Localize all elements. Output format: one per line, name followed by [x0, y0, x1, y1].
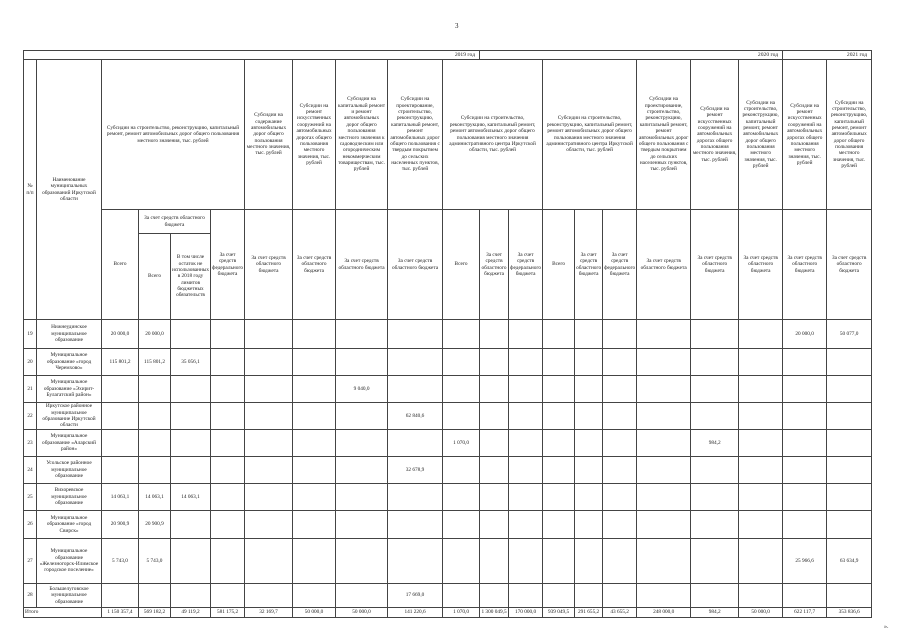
- table-row: [24, 584, 872, 608]
- value-cell-c10: [480, 484, 509, 511]
- value-cell-c3: [171, 430, 211, 457]
- value-cell-c14: [603, 403, 637, 430]
- value-cell-c3: 35 056,1: [171, 349, 211, 376]
- value-cell-c4: [211, 430, 245, 457]
- value-cell-c7: [336, 511, 388, 539]
- value-cell-c13: [575, 584, 603, 608]
- row-number: 20: [24, 349, 37, 376]
- value-cell-c3: [171, 584, 211, 608]
- value-cell-c7: 9 040,0: [336, 376, 388, 403]
- value-cell-c6: [293, 349, 336, 376]
- value-cell-c21: [739, 511, 783, 539]
- c3-header: В том числе остаток не использованных в 2018 году лимитов бюджетных обязательств: [171, 234, 211, 320]
- value-cell-c1: 115 801,2: [102, 349, 139, 376]
- value-cell-c5: [245, 511, 293, 539]
- g2019-b-header: Субсидии на содержание автомобильных дорог общего пользования местного значения, тыс. рублей: [245, 60, 293, 210]
- value-cell-c1: 1 150 357,4: [102, 608, 139, 618]
- value-cell-c6: [293, 320, 336, 349]
- value-cell-c11: [509, 376, 543, 403]
- value-cell-c9: [443, 457, 480, 484]
- c1-header: Всего: [102, 210, 139, 320]
- value-cell-c9: [443, 349, 480, 376]
- row-number: 28: [24, 584, 37, 608]
- value-cell-c14: [603, 457, 637, 484]
- value-cell-c10: 1 300 049,5: [480, 608, 509, 618]
- value-cell-c15: [637, 584, 691, 608]
- value-cell-c15: 248 000,0: [637, 608, 691, 618]
- value-cell-c20: [691, 539, 739, 584]
- row-number: 23: [24, 430, 37, 457]
- value-cell-c14: [603, 349, 637, 376]
- row-number: 25: [24, 484, 37, 511]
- value-cell-c1: [102, 430, 139, 457]
- value-cell-c3: [171, 376, 211, 403]
- g2020-a-header: Субсидии на строительство, реконструкцию, капитальный ремонт, ремонт автомобильных дорог общего пользования местного значения административного центра Иркутской области, тыс. рублей: [543, 60, 637, 210]
- total-label: Итого: [24, 608, 102, 618]
- row-number: 19: [24, 320, 37, 349]
- value-cell-c14: 43 655,2: [603, 608, 637, 618]
- value-cell-c7: [336, 320, 388, 349]
- value-cell-c14: [603, 320, 637, 349]
- value-cell-c11: [509, 430, 543, 457]
- row-number: 27: [24, 539, 37, 584]
- g2021-a-header: Субсидии на ремонт искусственных сооружений на автомобильных дорогах общего пользования местного значения, тыс. рублей: [783, 60, 827, 210]
- value-cell-c10: [480, 539, 509, 584]
- value-cell-c1: 20 900,9: [102, 511, 139, 539]
- value-cell-c5: 32 169,7: [245, 608, 293, 618]
- value-cell-c20: 984,2: [691, 608, 739, 618]
- value-cell-c13: [575, 457, 603, 484]
- value-cell-c20: [691, 584, 739, 608]
- c18-header: За счет средств областного бюджета: [783, 210, 827, 320]
- value-cell-c6: [293, 457, 336, 484]
- value-cell-c2: 569 182,2: [139, 608, 171, 618]
- col-num-header: № п/п: [24, 60, 37, 320]
- value-cell-c5: [245, 403, 293, 430]
- value-cell-c21: [739, 539, 783, 584]
- municipality-name: Нижнеудинское муниципальное образование: [37, 320, 102, 349]
- value-cell-c12: [543, 511, 575, 539]
- value-cell-c8: [388, 539, 443, 584]
- value-cell-c5: [245, 349, 293, 376]
- value-cell-c9: [443, 403, 480, 430]
- value-cell-c13: [575, 376, 603, 403]
- value-cell-c12: [543, 539, 575, 584]
- value-cell-c20: [691, 484, 739, 511]
- value-cell-c15: [637, 457, 691, 484]
- value-cell-c1: 5 743,0: [102, 539, 139, 584]
- value-cell-c25: [827, 403, 872, 430]
- value-cell-c14: [603, 584, 637, 608]
- value-cell-c12: [543, 484, 575, 511]
- value-cell-c3: 49 119,2: [171, 608, 211, 618]
- value-cell-c6: [293, 403, 336, 430]
- value-cell-c13: [575, 349, 603, 376]
- value-cell-c9: 1 070,0: [443, 608, 480, 618]
- value-cell-c3: [171, 539, 211, 584]
- value-cell-c21: [739, 484, 783, 511]
- table-row: [24, 539, 872, 584]
- table-row: [24, 511, 872, 539]
- value-cell-c2: [139, 376, 171, 403]
- value-cell-c1: [102, 457, 139, 484]
- value-cell-c23: [783, 349, 827, 376]
- value-cell-c5: [245, 430, 293, 457]
- value-cell-c8: 62 840,6: [388, 403, 443, 430]
- c14-header: За счет средств федерального бюджета: [603, 210, 637, 320]
- value-cell-c6: [293, 376, 336, 403]
- value-cell-c10: [480, 376, 509, 403]
- value-cell-c10: [480, 349, 509, 376]
- value-cell-c11: [509, 403, 543, 430]
- value-cell-c23: 25 966,6: [783, 539, 827, 584]
- value-cell-c15: [637, 430, 691, 457]
- row-number: 21: [24, 376, 37, 403]
- value-cell-c10: [480, 584, 509, 608]
- value-cell-c20: [691, 320, 739, 349]
- value-cell-c11: [509, 484, 543, 511]
- value-cell-c1: 20 000,0: [102, 320, 139, 349]
- value-cell-c25: [827, 430, 872, 457]
- c9-header: Всего: [443, 210, 480, 320]
- value-cell-c2: 14 063,1: [139, 484, 171, 511]
- value-cell-c4: [211, 320, 245, 349]
- value-cell-c3: [171, 457, 211, 484]
- municipality-name: Иркутское районное муниципальное образование Иркутской области: [37, 403, 102, 430]
- value-cell-c23: [783, 484, 827, 511]
- value-cell-c15: [637, 511, 691, 539]
- value-cell-c12: [543, 403, 575, 430]
- value-cell-c20: [691, 457, 739, 484]
- value-cell-c11: 170 000,0: [509, 608, 543, 618]
- value-cell-c23: 20 000,0: [783, 320, 827, 349]
- value-cell-c13: [575, 320, 603, 349]
- value-cell-c9: [443, 376, 480, 403]
- value-cell-c10: [480, 457, 509, 484]
- value-cell-c25: 63 634,9: [827, 539, 872, 584]
- municipality-name: Усольское районное муниципальное образование: [37, 457, 102, 484]
- value-cell-c12: [543, 584, 575, 608]
- c8-header: За счет средств областного бюджета: [388, 210, 443, 320]
- value-cell-c12: [543, 349, 575, 376]
- c10-header: За счет средств областного бюджета: [480, 210, 509, 320]
- value-cell-c25: [827, 484, 872, 511]
- value-cell-c13: [575, 430, 603, 457]
- value-cell-c4: [211, 403, 245, 430]
- value-cell-c2: [139, 430, 171, 457]
- table-row: [24, 376, 872, 403]
- value-cell-c7: [336, 349, 388, 376]
- year-row: [24, 51, 872, 60]
- value-cell-c23: [783, 584, 827, 608]
- value-cell-c9: [443, 584, 480, 608]
- year-2019: 2019 год: [24, 51, 480, 60]
- value-cell-c21: [739, 349, 783, 376]
- value-cell-c13: 291 655,2: [575, 608, 603, 618]
- value-cell-c2: 115 801,2: [139, 349, 171, 376]
- value-cell-c21: [739, 584, 783, 608]
- value-cell-c4: [211, 457, 245, 484]
- value-cell-c20: [691, 511, 739, 539]
- value-cell-c7: [336, 484, 388, 511]
- value-cell-c2: [139, 457, 171, 484]
- municipality-name: Вихоревское муниципальное образование: [37, 484, 102, 511]
- value-cell-c25: [827, 457, 872, 484]
- value-cell-c20: [691, 376, 739, 403]
- value-cell-c25: 50 077,0: [827, 320, 872, 349]
- value-cell-c10: [480, 403, 509, 430]
- value-cell-c15: [637, 376, 691, 403]
- value-cell-c14: [603, 376, 637, 403]
- value-cell-c8: 32 678,9: [388, 457, 443, 484]
- c13-header: За счет средств областного бюджета: [575, 210, 603, 320]
- value-cell-c6: [293, 511, 336, 539]
- value-cell-c12: 939 049,5: [543, 608, 575, 618]
- table-row: [24, 349, 872, 376]
- value-cell-c20: [691, 403, 739, 430]
- value-cell-c15: [637, 403, 691, 430]
- table-body: [24, 51, 872, 618]
- table-row: [24, 403, 872, 430]
- value-cell-c9: [443, 320, 480, 349]
- value-cell-c10: [480, 430, 509, 457]
- value-cell-c7: [336, 457, 388, 484]
- municipality-name: Большелуговское муниципальное образование: [37, 584, 102, 608]
- value-cell-c23: [783, 511, 827, 539]
- value-cell-c6: [293, 484, 336, 511]
- c16-header: За счет средств областного бюджета: [691, 210, 739, 320]
- municipality-name: Муниципальное образование «Железногорск-Илимское городское поселение»: [37, 539, 102, 584]
- value-cell-c15: [637, 539, 691, 584]
- value-cell-c8: [388, 349, 443, 376]
- value-cell-c6: [293, 584, 336, 608]
- value-cell-c23: 622 117,7: [783, 608, 827, 618]
- value-cell-c13: [575, 539, 603, 584]
- subheader-row-1: [24, 210, 872, 234]
- value-cell-c11: [509, 539, 543, 584]
- c2-header: Всего: [139, 234, 171, 320]
- subsidy-table: [23, 50, 872, 618]
- value-cell-c7: 50 000,0: [336, 608, 388, 618]
- value-cell-c9: [443, 539, 480, 584]
- municipality-name: Муниципальное образование «город Черемхово»: [37, 349, 102, 376]
- c7-header: За счет средств областного бюджета: [336, 210, 388, 320]
- g2021-b-header: Субсидии на строительство, реконструкцию, капитальный ремонт, ремонт автомобильных дорог общего пользования местного значения, тыс. рублей: [827, 60, 872, 210]
- col-mun-header: Наименование муниципальных образований Иркутской области: [37, 60, 102, 320]
- value-cell-c7: [336, 539, 388, 584]
- g2020-d-header: Субсидии на строительство, реконструкцию, капитальный ремонт, ремонт автомобильных дорог общего пользования местного значения, тыс. рублей: [739, 60, 783, 210]
- value-cell-c25: [827, 511, 872, 539]
- value-cell-c25: [827, 376, 872, 403]
- value-cell-c14: [603, 539, 637, 584]
- g2019-c-header: Субсидии на ремонт искусственных сооружений на автомобильных дорогах общего пользования местного значения, тыс. рублей: [293, 60, 336, 210]
- value-cell-c11: [509, 320, 543, 349]
- row-number: 24: [24, 457, 37, 484]
- value-cell-c2: 20 000,0: [139, 320, 171, 349]
- closing-quote: ».: [884, 624, 889, 630]
- value-cell-c21: [739, 376, 783, 403]
- value-cell-c23: [783, 376, 827, 403]
- municipality-name: Муниципальное образование «Аларский район»: [37, 430, 102, 457]
- value-cell-c6: 50 000,0: [293, 608, 336, 618]
- value-cell-c2: 5 743,0: [139, 539, 171, 584]
- value-cell-c10: [480, 320, 509, 349]
- value-cell-c5: [245, 484, 293, 511]
- value-cell-c23: [783, 457, 827, 484]
- value-cell-c23: [783, 403, 827, 430]
- value-cell-c4: 581 175,2: [211, 608, 245, 618]
- value-cell-c3: [171, 403, 211, 430]
- value-cell-c12: [543, 320, 575, 349]
- c19-header: За счет средств областного бюджета: [827, 210, 872, 320]
- value-cell-c21: 50 000,0: [739, 608, 783, 618]
- c6-header: За счет средств областного бюджета: [293, 210, 336, 320]
- value-cell-c1: [102, 403, 139, 430]
- value-cell-c14: [603, 484, 637, 511]
- value-cell-c20: 984,2: [691, 430, 739, 457]
- value-cell-c4: [211, 511, 245, 539]
- value-cell-c4: [211, 584, 245, 608]
- row-number: 22: [24, 403, 37, 430]
- table-row: [24, 484, 872, 511]
- value-cell-c15: [637, 484, 691, 511]
- value-cell-c5: [245, 320, 293, 349]
- value-cell-c1: 14 063,1: [102, 484, 139, 511]
- value-cell-c3: [171, 511, 211, 539]
- g2019-f-header: Субсидии на строительство, реконструкцию, капитальный ремонт, ремонт автомобильных дорог общего пользования местного значения административного центра Иркутской области, тыс. рублей: [443, 60, 543, 210]
- municipality-name: Муниципальное образование «Эхирит-Булагатский район»: [37, 376, 102, 403]
- value-cell-c12: [543, 430, 575, 457]
- g2020-c-header: Субсидии на ремонт искусственных сооружений на автомобильных дорогах общего пользования местного значения, тыс. рублей: [691, 60, 739, 210]
- value-cell-c8: [388, 430, 443, 457]
- table-row: [24, 457, 872, 484]
- value-cell-c4: [211, 539, 245, 584]
- c4-header: За счет средств федерального бюджета: [211, 210, 245, 320]
- value-cell-c4: [211, 376, 245, 403]
- value-cell-c14: [603, 430, 637, 457]
- c5-header: За счет средств областного бюджета: [245, 210, 293, 320]
- value-cell-c11: [509, 457, 543, 484]
- value-cell-c9: [443, 484, 480, 511]
- value-cell-c8: 17 669,0: [388, 584, 443, 608]
- value-cell-c12: [543, 376, 575, 403]
- value-cell-c8: [388, 320, 443, 349]
- g2019-d-header: Субсидии на капитальный ремонт и ремонт автомобильных дорог общего пользования местного значения к садоводческим или огородническим некоммерческим товариществам, тыс. рублей: [336, 60, 388, 210]
- value-cell-c15: [637, 320, 691, 349]
- value-cell-c2: [139, 403, 171, 430]
- c17-header: За счет средств областного бюджета: [739, 210, 783, 320]
- value-cell-c21: [739, 320, 783, 349]
- c12-header: Всего: [543, 210, 575, 320]
- value-cell-c15: [637, 349, 691, 376]
- row-number: 26: [24, 511, 37, 539]
- table-row: [24, 320, 872, 349]
- total-row: [24, 608, 872, 618]
- value-cell-c25: 353 836,6: [827, 608, 872, 618]
- value-cell-c25: [827, 349, 872, 376]
- value-cell-c7: [336, 403, 388, 430]
- value-cell-c1: [102, 376, 139, 403]
- value-cell-c25: [827, 584, 872, 608]
- value-cell-c8: 141 220,6: [388, 608, 443, 618]
- year-2020: 2020 год: [480, 51, 783, 60]
- value-cell-c10: [480, 511, 509, 539]
- value-cell-c13: [575, 484, 603, 511]
- table-row: [24, 430, 872, 457]
- value-cell-c1: [102, 584, 139, 608]
- value-cell-c6: [293, 430, 336, 457]
- g2020-b-header: Субсидии на проектирование, строительство, реконструкцию, капитальный ремонт, ремонт автомобильных дорог общего пользования с твердым покрытием до сельских населенных пунктов, тыс. рублей: [637, 60, 691, 210]
- value-cell-c23: [783, 430, 827, 457]
- value-cell-c20: [691, 349, 739, 376]
- value-cell-c5: [245, 376, 293, 403]
- page-number: 3: [455, 22, 459, 30]
- value-cell-c21: [739, 430, 783, 457]
- c11-header: За счет средств федерального бюджета: [509, 210, 543, 320]
- value-cell-c5: [245, 539, 293, 584]
- value-cell-c5: [245, 457, 293, 484]
- value-cell-c9: [443, 511, 480, 539]
- value-cell-c11: [509, 584, 543, 608]
- value-cell-c3: 14 063,1: [171, 484, 211, 511]
- value-cell-c8: [388, 484, 443, 511]
- value-cell-c2: [139, 584, 171, 608]
- value-cell-c2: 20 900,9: [139, 511, 171, 539]
- value-cell-c7: [336, 584, 388, 608]
- g2019-e-header: Субсидии на проектирование, строительство, реконструкцию, капитальный ремонт, ремонт автомобильных дорог общего пользования с твердым покрытием до сельских населенных пунктов, тыс. рублей: [388, 60, 443, 210]
- value-cell-c21: [739, 457, 783, 484]
- value-cell-c4: [211, 349, 245, 376]
- value-cell-c11: [509, 511, 543, 539]
- value-cell-c6: [293, 539, 336, 584]
- value-cell-c11: [509, 349, 543, 376]
- value-cell-c4: [211, 484, 245, 511]
- value-cell-c3: [171, 320, 211, 349]
- obl-sub-header: За счет средств областного бюджета: [139, 210, 211, 234]
- g2019-a-header: Субсидии на строительство, реконструкцию, капитальный ремонт, ремонт автомобильных дорог общего пользования местного значения, тыс. рублей: [102, 60, 245, 210]
- value-cell-c13: [575, 511, 603, 539]
- value-cell-c8: [388, 376, 443, 403]
- value-cell-c9: 1 070,0: [443, 430, 480, 457]
- value-cell-c14: [603, 511, 637, 539]
- value-cell-c12: [543, 457, 575, 484]
- year-2021: 2021 год: [783, 51, 872, 60]
- group-header-row: [24, 60, 872, 210]
- municipality-name: Муниципальное образование «город Свирск»: [37, 511, 102, 539]
- value-cell-c21: [739, 403, 783, 430]
- value-cell-c8: [388, 511, 443, 539]
- value-cell-c5: [245, 584, 293, 608]
- value-cell-c13: [575, 403, 603, 430]
- c15-header: За счет средств областного бюджета: [637, 210, 691, 320]
- value-cell-c7: [336, 430, 388, 457]
